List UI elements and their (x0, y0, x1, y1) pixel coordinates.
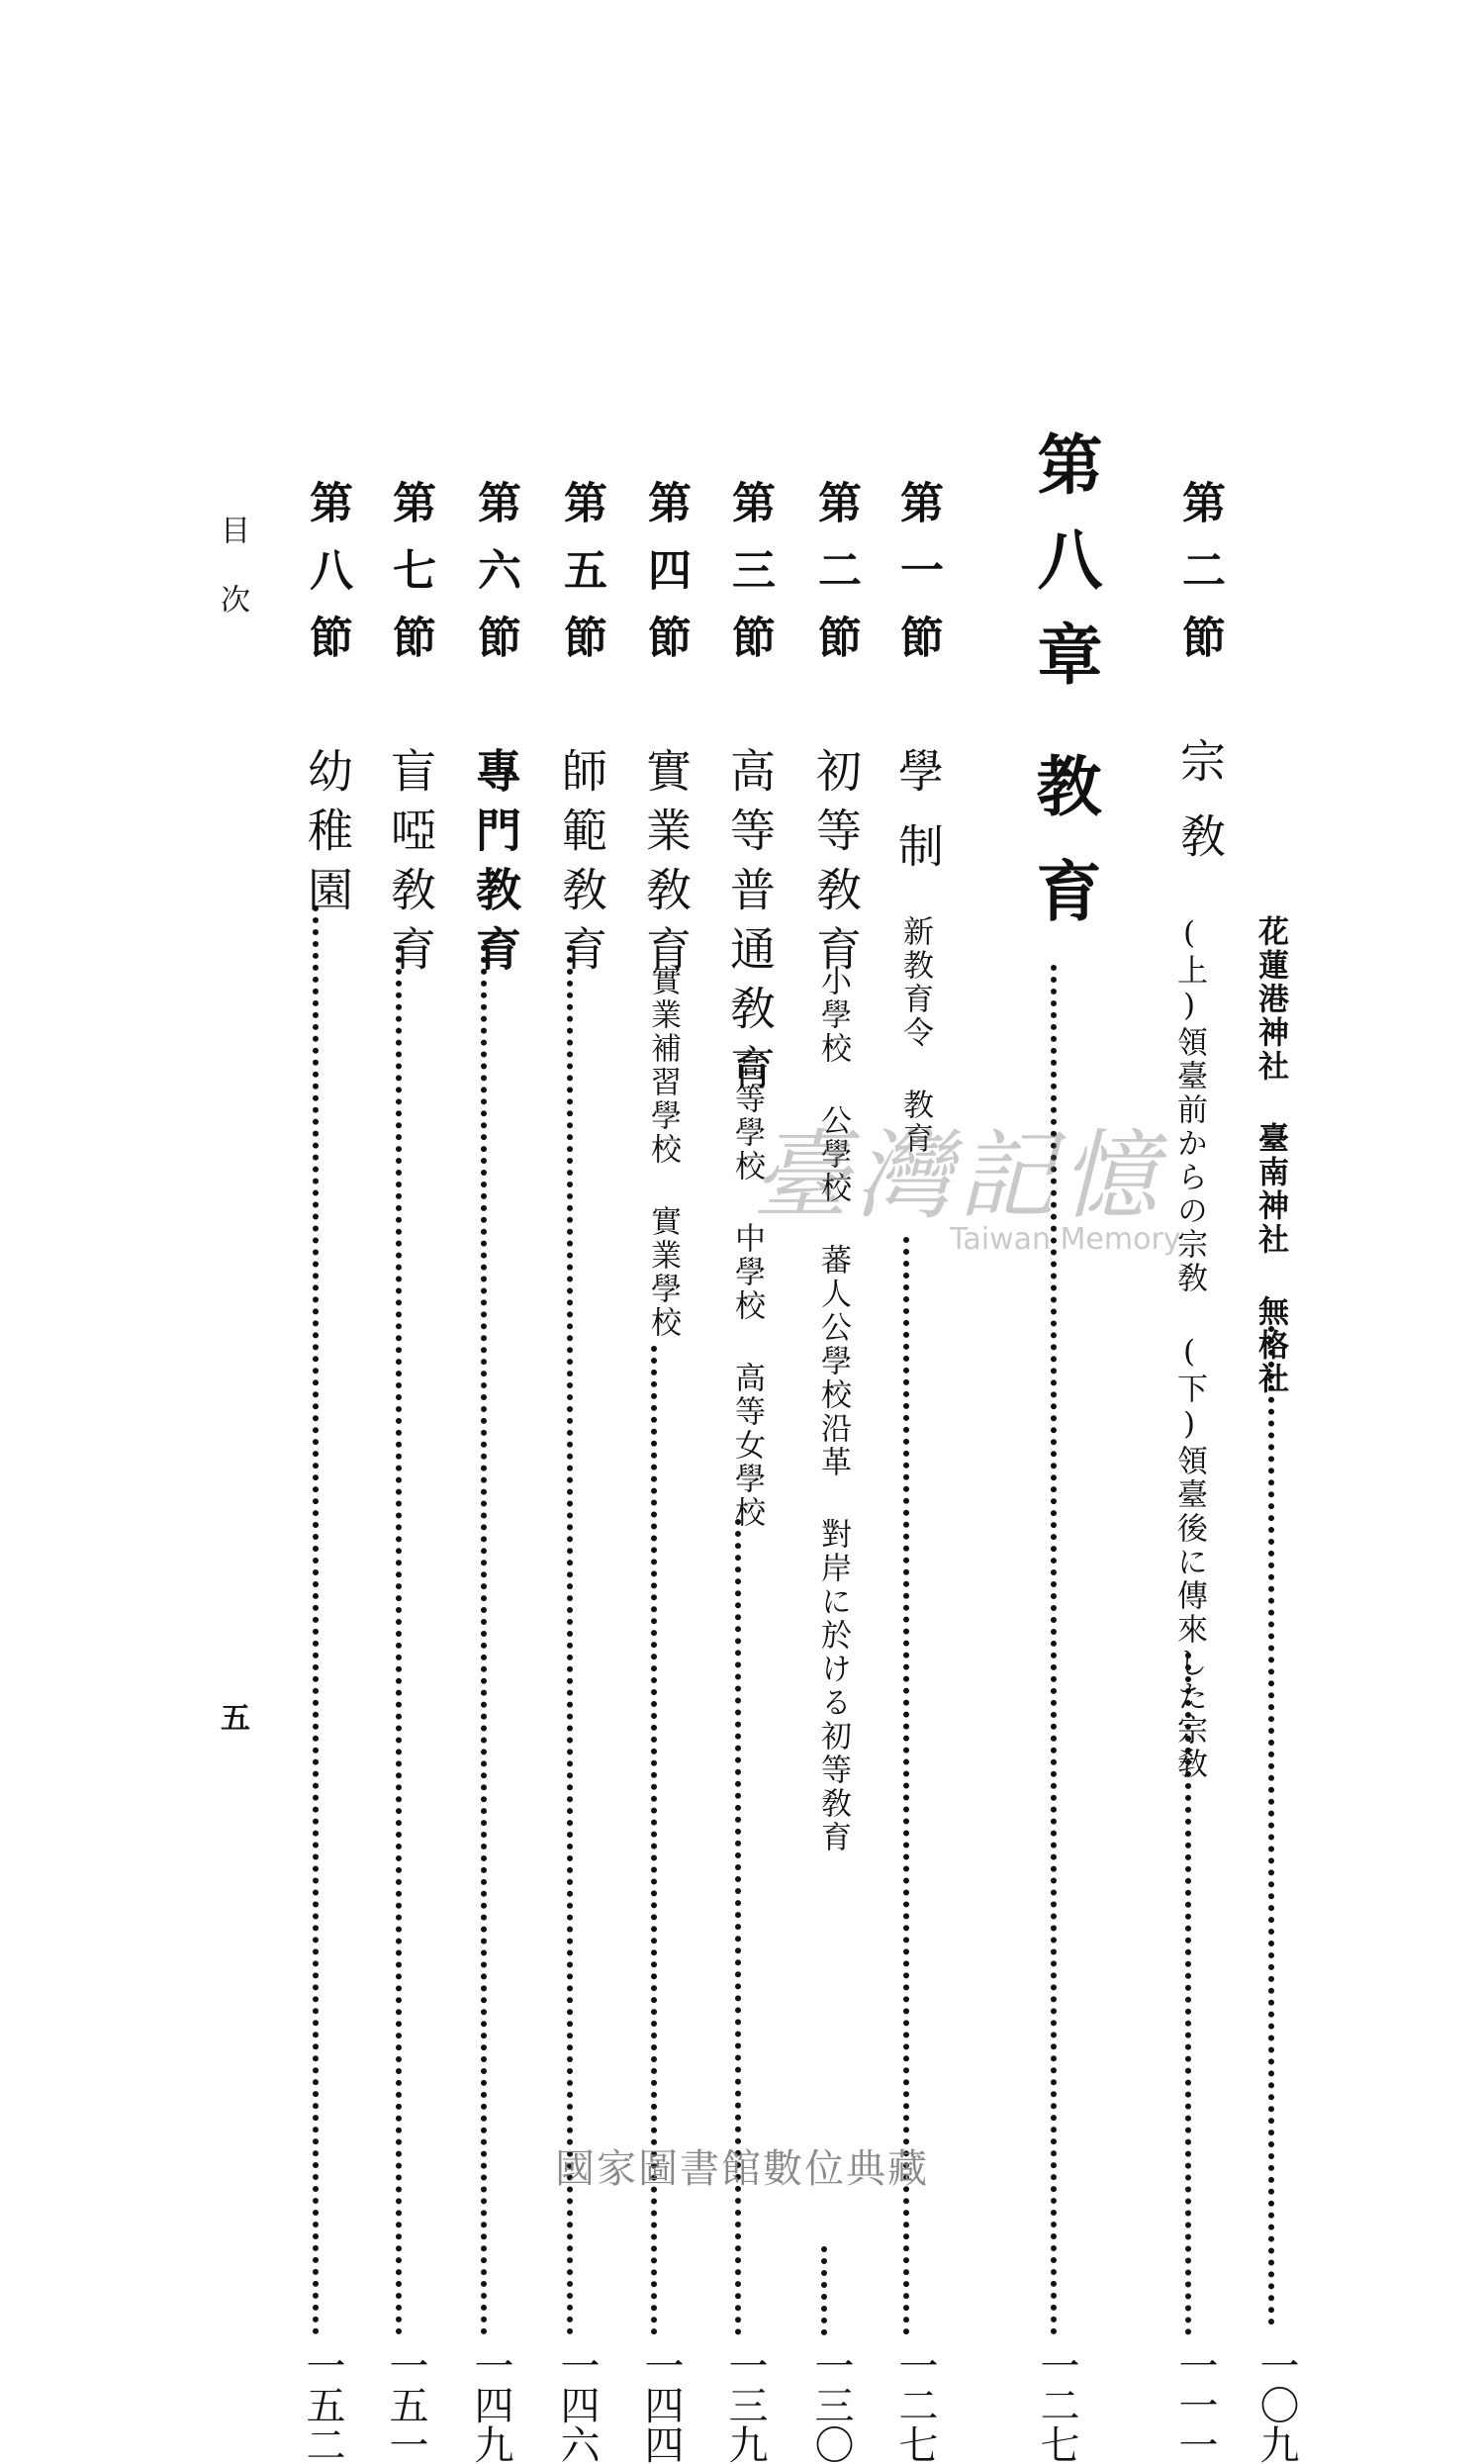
section-subtopics: 實業補習學校 實業學校 (645, 965, 681, 1340)
page-number: 一〇九 (1253, 2345, 1299, 2464)
running-header: 目次 (215, 515, 249, 653)
page-number: 一三〇 (808, 2345, 854, 2464)
page-number: 一五二 (300, 2345, 345, 2464)
chapter-title: 教育 (1025, 752, 1102, 962)
section-heading: 第一節 (892, 480, 943, 682)
section-title: 初等敎育 (809, 747, 863, 985)
section-heading: 第七節 (385, 480, 435, 682)
prev-section-line-2: (上)領臺前からの宗敎 (下)領臺後に傳來した宗敎 (1171, 915, 1207, 1781)
leader-dots (567, 945, 573, 2335)
section-title: 宗敎 (1173, 737, 1227, 888)
leader-dots (481, 945, 487, 2335)
section-title: 高等普通敎育 (723, 747, 777, 1103)
section-heading: 第八節 (302, 480, 352, 682)
page-number: 一一一 (1172, 2345, 1218, 2464)
watermark-en: Taiwan Memory (950, 1222, 1181, 1257)
page-number: 一三九 (722, 2345, 768, 2464)
page-number: 一五一 (383, 2345, 428, 2464)
watermark (752, 1098, 1217, 1277)
section-subtopics: 小學校 公學校 蕃人公學校沿革 對岸に於ける初等敎育 (815, 965, 851, 1854)
section-title: 實業敎育 (639, 747, 693, 985)
leader-dots (821, 2246, 827, 2335)
page-number: 一二七 (892, 2345, 938, 2464)
section-title: 師範敎育 (555, 747, 608, 985)
leader-dots (735, 1519, 741, 2335)
section-heading: 第二節 (810, 480, 861, 682)
footer-credit: 國家圖書館數位典藏 (555, 2146, 929, 2192)
section-heading: 第六節 (470, 480, 520, 682)
page-number: 一四六 (554, 2345, 600, 2464)
section-heading: 第二節 (1174, 480, 1225, 682)
watermark-cn: 臺灣記憶 (752, 1120, 1164, 1233)
section-heading: 第四節 (640, 480, 691, 682)
page-number: 一四九 (468, 2345, 513, 2464)
page-number: 一二七 (1034, 2345, 1079, 2464)
section-subtopics: 高等學校 中學校 高等女學校 (729, 1049, 765, 1530)
leader-dots (313, 905, 319, 2335)
section-title: 幼稚園 (301, 747, 354, 925)
section-title: 盲啞敎育 (384, 747, 437, 985)
leader-dots (1185, 1653, 1191, 2335)
section-heading: 第三節 (724, 480, 775, 682)
section-subtopics: 新教育令 教育 (897, 915, 933, 1156)
chapter-heading: 第八章 (1026, 430, 1102, 715)
leader-dots (396, 945, 402, 2335)
folio-page-number: 五 (215, 1702, 249, 1732)
section-heading: 第五節 (556, 480, 606, 682)
page-number: 一四四 (638, 2345, 684, 2464)
prev-section-line-1: 花蓮港神社 臺南神社 無格社 (1252, 915, 1288, 1396)
section-title: 學制 (891, 747, 945, 898)
section-title: 專門教育 (469, 747, 522, 985)
